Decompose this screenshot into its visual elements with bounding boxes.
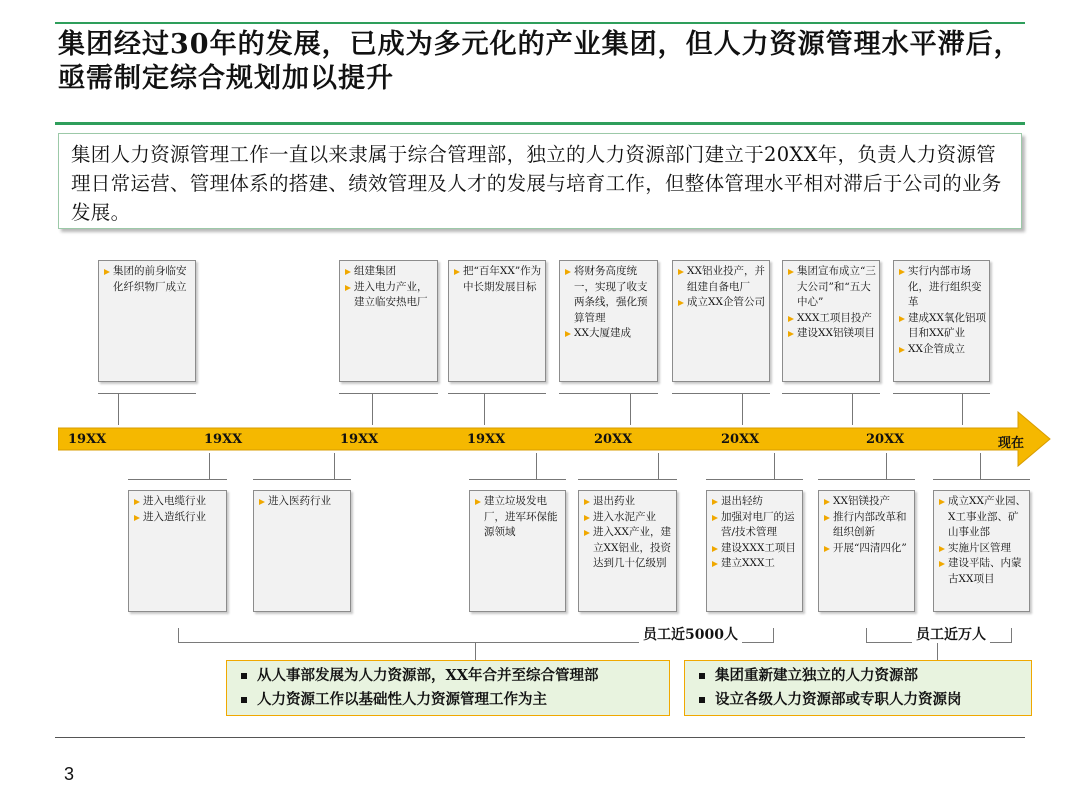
event-item: 建立垃圾发电厂，进军环保能源领域 (474, 494, 562, 541)
bottom-event-box-4 (578, 490, 677, 612)
summary-box: 集团人力资源管理工作一直以来隶属于综合管理部，独立的人力资源部门建立于20XX年，负责人力资源管理日常运营、管理体系的搭建、绩效管理及人才的发展与培育工作，但整体管理水平相对滞后于公司的业务发展。 (58, 133, 1022, 229)
event-item: 集团宣布成立“三大公司”和“五大中心” (787, 264, 876, 311)
bottom-event-box-3 (469, 490, 566, 612)
top-event-box-6 (782, 260, 880, 382)
footer-rule (55, 737, 1025, 738)
top-connector-cap (672, 393, 770, 394)
top-connector-cap (98, 393, 196, 394)
top-event-box-2 (339, 260, 438, 382)
bottom-connector-cap (706, 479, 803, 480)
bottom-event-box-2 (253, 490, 351, 612)
event-item: XX铝业投产，并组建自备电厂 (677, 264, 766, 295)
event-item: XX铝镁投产 (823, 494, 911, 510)
event-item: 集团的前身临安化纤织物厂成立 (103, 264, 192, 295)
bottom-connector-cap (933, 479, 1030, 480)
bottom-event-box-6 (818, 490, 915, 612)
bottom-connector (886, 453, 887, 479)
event-item: 退出药业 (583, 494, 673, 510)
bottom-event-box-5 (706, 490, 803, 612)
hr-phase-box-right (684, 660, 1032, 716)
bottom-connector (334, 453, 335, 479)
year-label-now: 现在 (998, 436, 1025, 451)
bottom-connector (209, 453, 210, 479)
bottom-connector (658, 453, 659, 479)
top-event-box-4 (559, 260, 658, 382)
year-label: 20XX (594, 432, 633, 447)
event-item: 实行内部市场化，进行组织变革 (898, 264, 986, 311)
phase-item: 设立各级人力资源部或专职人力资源岗 (699, 688, 1021, 712)
event-item: 实施片区管理 (938, 541, 1026, 557)
event-item: 成立XX产业园、X工事业部、矿山事业部 (938, 494, 1026, 541)
page-number: 3 (64, 764, 75, 784)
top-connector-cap (559, 393, 658, 394)
year-label: 19XX (204, 432, 243, 447)
top-event-box-7 (893, 260, 990, 382)
top-connector-cap (893, 393, 990, 394)
event-item: 推行内部改革和组织创新 (823, 510, 911, 541)
title-rule (55, 122, 1025, 125)
event-item: XX大厦建成 (564, 326, 654, 342)
event-item: 建立XXX工 (711, 556, 799, 572)
top-event-box-1 (98, 260, 196, 382)
phase-connector (475, 643, 476, 661)
event-item: 进入医药行业 (258, 494, 347, 510)
event-item: 把“百年XX”作为中长期发展目标 (453, 264, 542, 295)
bottom-connector-cap (253, 479, 351, 480)
year-label: 20XX (721, 432, 760, 447)
event-item: 进入电缆行业 (133, 494, 223, 510)
event-item: 组建集团 (344, 264, 434, 280)
top-event-box-5 (672, 260, 770, 382)
phase-item: 集团重新建立独立的人力资源部 (699, 664, 1021, 688)
year-label: 19XX (68, 432, 107, 447)
phase-item: 从人事部发展为人力资源部，XX年合并至综合管理部 (241, 664, 659, 688)
event-item: 建成XX氧化铝项目和XX矿业 (898, 311, 986, 342)
event-item: 将财务高度统一，实现了收支两条线，强化预算管理 (564, 264, 654, 326)
bottom-event-box-7 (933, 490, 1030, 612)
top-connector-cap (448, 393, 546, 394)
event-item: 开展“四清四化” (823, 541, 911, 557)
employee-label-2: 员工近万人 (912, 624, 990, 644)
phase-connector (937, 643, 938, 661)
event-item: 建设平陆、内蒙古XX项目 (938, 556, 1026, 587)
bottom-connector (774, 453, 775, 479)
event-item: 建设XXX工项目 (711, 541, 799, 557)
bottom-connector (536, 453, 537, 479)
event-item: 退出轻纺 (711, 494, 799, 510)
bottom-connector-cap (128, 479, 227, 480)
year-label: 19XX (467, 432, 506, 447)
event-item: 进入XX产业，建立XX铝业，投资达到几十亿级别 (583, 525, 673, 572)
event-item: XX企管成立 (898, 342, 986, 358)
top-connector-cap (782, 393, 880, 394)
event-item: 进入电力产业，建立临安热电厂 (344, 280, 434, 311)
event-item: 进入水泥产业 (583, 510, 673, 526)
top-rule (55, 22, 1025, 24)
year-label: 19XX (340, 432, 379, 447)
top-connector-cap (339, 393, 438, 394)
top-event-box-3 (448, 260, 546, 382)
year-label: 20XX (866, 432, 905, 447)
bottom-connector (980, 453, 981, 479)
page-title: 集团经过30年的发展，已成为多元化的产业集团，但人力资源管理水平滞后，亟需制定综合规划加以提升 (58, 29, 1022, 94)
event-item: 建设XX铝镁项目 (787, 326, 876, 342)
bottom-event-box-1 (128, 490, 227, 612)
bottom-connector-cap (469, 479, 566, 480)
event-item: 加强对电厂的运营/技术管理 (711, 510, 799, 541)
employee-label-1: 员工近5000人 (639, 624, 742, 644)
event-item: 进入造纸行业 (133, 510, 223, 526)
bottom-connector-cap (818, 479, 915, 480)
hr-phase-box-left (226, 660, 670, 716)
bottom-connector-cap (578, 479, 677, 480)
event-item: 成立XX企管公司 (677, 295, 766, 311)
phase-item: 人力资源工作以基础性人力资源管理工作为主 (241, 688, 659, 712)
event-item: XXX工项目投产 (787, 311, 876, 327)
